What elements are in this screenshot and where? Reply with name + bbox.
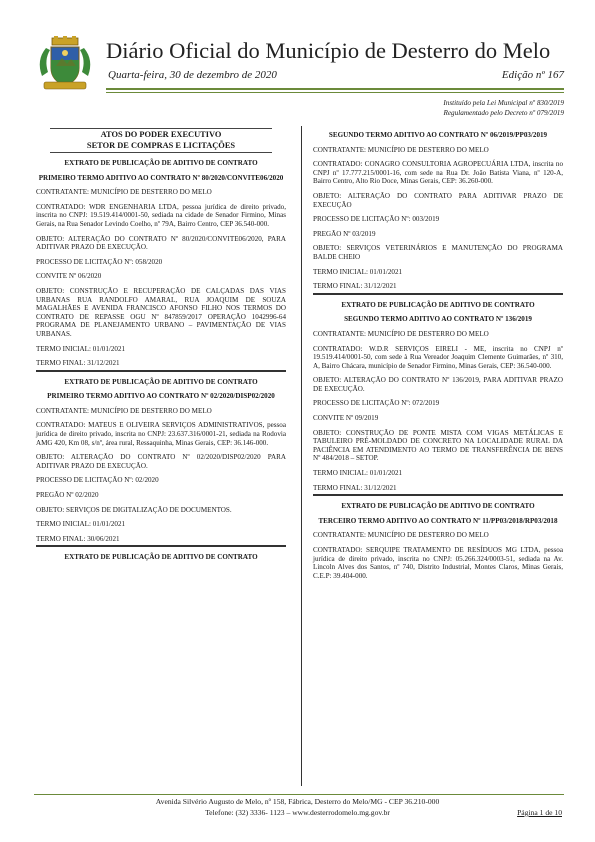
- object-description: OBJETO: CONSTRUÇÃO E RECUPERAÇÃO DE CALÇADAS DAS VIAS URBANAS RUA RANDOLFO AMARAL, RUA JOAQUIM DE SOUZA MAGALHÃES E AVENIDA FRANCISCO AFONSO FILHO NOS TERMOS DO CONTRATO DE REPASSE OGU Nº 847859/2017 OPERAÇÃO 1042996-64 PROGRAMA DE PLANEJAMENTO URBANO – PAVIMENTAÇÃO DE VIAS URBANAS.: [36, 286, 286, 338]
- section-title: ATOS DO PODER EXECUTIVO: [100, 130, 222, 139]
- start-term: TERMO INICIAL: 01/01/2021: [313, 267, 403, 276]
- contractor: CONTRATADO: CONAGRO CONSULTORIA AGROPECUÁRIA LTDA, inscrita no CNPJ nº 17.777.215/0001-16, com sede na Rua Dr. João Batista Viana, nº 120-A, Bairro Centro, Alto Rio Doce, Minas Gerais, CEP: 36.260-000.: [313, 160, 563, 186]
- contractor: CONTRATADO: MATEUS E OLIVEIRA SERVIÇOS ADMINISTRATIVOS, pessoa jurídica de direito privado, inscrita no CNPJ: 23.637.316/0001-21, sediada na Rodovia AMG 420, Km 08, s/nº, área rural, Ressaquinha, Minas Gerais, CEP: 36.146-000.: [36, 421, 286, 447]
- legal-law: Instituído pela Lei Municipal nº 830/2019: [443, 99, 564, 107]
- auction-number: PREGÃO Nº 02/2020: [36, 491, 99, 500]
- bidding-process: PROCESSO DE LICITAÇÃO Nº: 003/2019: [313, 215, 440, 224]
- municipal-coat-of-arms-icon: [34, 36, 96, 96]
- left-column: [36, 128, 286, 568]
- amendment-heading: SEGUNDO TERMO ADITIVO AO CONTRATO Nº 06/2019/PP03/2019: [328, 131, 548, 139]
- page-title: Diário Oficial do Município de Desterro do Melo: [106, 38, 551, 63]
- bidding-process: PROCESSO DE LICITAÇÃO Nº: 072/2019: [313, 399, 440, 408]
- contracting-party: CONTRATANTE: MUNICÍPIO DE DESTERRO DO MELO: [313, 329, 489, 338]
- issue-date: Quarta-feira, 30 de dezembro de 2020: [108, 69, 277, 81]
- footer-contact: Telefone: (32) 3336- 1123 – www.desterrodomelo.mg.gov.br: [205, 808, 390, 817]
- amendment-heading: TERCEIRO TERMO ADITIVO AO CONTRATO Nº 11/PP03/2018/RP03/2018: [318, 516, 558, 525]
- contracting-party: CONTRATANTE: MUNICÍPIO DE DESTERRO DO MELO: [313, 531, 489, 540]
- bidding-process: PROCESSO DE LICITAÇÃO Nº: 02/2020: [36, 476, 159, 485]
- end-term: TERMO FINAL: 31/12/2021: [313, 282, 397, 291]
- extract-heading: EXTRATO DE PUBLICAÇÃO DE ADITIVO DE CONTRATO: [341, 300, 535, 309]
- header-rule-thin: [106, 92, 564, 93]
- end-term: TERMO FINAL: 31/12/2021: [313, 483, 397, 492]
- section-subtitle: SETOR DE COMPRAS E LICITAÇÕES: [86, 140, 236, 150]
- amendment-heading: PRIMEIRO TERMO ADITIVO AO CONTRATO Nº 02/2020/DISP02/2020: [47, 392, 275, 401]
- section-banner: [50, 128, 272, 153]
- bidding-process: PROCESSO DE LICITAÇÃO Nº: 058/2020: [36, 257, 163, 266]
- invitation-number: CONVITE Nº 09/2019: [313, 414, 379, 423]
- legal-basis: [324, 98, 564, 118]
- separator: [36, 545, 286, 547]
- footer-rule: [34, 794, 564, 795]
- start-term: TERMO INICIAL: 01/01/2021: [313, 469, 403, 478]
- amendment-heading: SEGUNDO TERMO ADITIVO AO CONTRATO Nº 136/2019: [344, 315, 532, 324]
- separator: [36, 370, 286, 372]
- auction-number: PREGÃO Nº 03/2019: [313, 229, 376, 238]
- separator: [313, 293, 563, 295]
- right-column: [313, 131, 563, 586]
- column-divider: [301, 126, 302, 786]
- masthead: [34, 36, 564, 98]
- object: OBJETO: ALTERAÇÃO DO CONTRATO Nº 80/2020/CONVITE06/2020, PARA ADITIVAR PRAZO DE EXECUÇÃO.: [36, 234, 286, 252]
- object-description: OBJETO: SERVIÇOS DE DIGITALIZAÇÃO DE DOCUMENTOS.: [36, 505, 232, 514]
- object-description: OBJETO: SERVIÇOS VETERINÁRIOS E MANUTENÇÃO DO PROGRAMA BALDE CHEIO: [313, 244, 563, 261]
- extract-heading: EXTRATO DE PUBLICAÇÃO DE ADITIVO DE CONTRATO: [64, 377, 258, 386]
- contracting-party: CONTRATANTE: MUNICÍPIO DE DESTERRO DO MELO: [313, 145, 489, 154]
- extract-heading: EXTRATO DE PUBLICAÇÃO DE ADITIVO DE CONTRATO: [64, 159, 258, 167]
- start-term: TERMO INICIAL: 01/01/2021: [36, 520, 126, 529]
- header-rule: [106, 88, 564, 90]
- legal-decree: Regulamentado pelo Decreto nº 079/2019: [443, 109, 564, 117]
- invitation-number: CONVITE Nº 06/2020: [36, 272, 102, 281]
- amendment-heading: PRIMEIRO TERMO ADITIVO AO CONTRATO Nº 80/2020/CONVITE06/2020: [38, 173, 284, 182]
- extract-heading: EXTRATO DE PUBLICAÇÃO DE ADITIVO DE CONTRATO: [64, 553, 258, 562]
- footer-address: Avenida Silvério Augusto de Melo, nº 158, Fábrica, Desterro do Melo/MG - CEP 36.210-000: [155, 797, 440, 806]
- separator: [313, 494, 563, 496]
- contractor: CONTRATADO: W.D.R SERVIÇOS EIRELI - ME, inscrita no CNPJ nº 19.519.414/0001-50, com sede à Rua Vereador Joaquim Clemente Guimarães, nº 310, A, Bairro Chácara, município de Senador Firmino, Minas Gerais, CEP: 36.540-000.: [313, 344, 563, 370]
- object-description: OBJETO: CONSTRUÇÃO DE PONTE MISTA COM VIGAS METÁLICAS E TABULEIRO PRÉ-MOLDADO DE CONCRETO NA LOCALIDADE RURAL DA PACIÊNCIA EM ATENDIMENTO AO TERMO DE TRANSFERÊNCIA DE BENS Nº 484/2018 – SETOP.: [313, 428, 563, 463]
- object: OBJETO: ALTERAÇÃO DO CONTRATO PARA ADITIVAR PRAZO DE EXECUÇÃO: [313, 191, 563, 209]
- extract-heading: EXTRATO DE PUBLICAÇÃO DE ADITIVO DE CONTRATO: [341, 502, 535, 511]
- contractor: CONTRATADO: SERQUIPE TRATAMENTO DE RESÍDUOS MG LTDA, pessoa jurídica de direito privado, inscrita no CNPJ: 05.266.324/0003-51, sediada na Av. Lincoln Alves dos Santos, nº 740, Distrito Industrial, Montes Claros, Minas Gerais, C.E.P: 39.404-000.: [313, 546, 563, 580]
- edition-number: Edição nº 167: [501, 69, 564, 81]
- object: OBJETO: ALTERAÇÃO DO CONTRATO Nº 136/2019, PARA ADITIVAR PRAZO DE EXECUÇÃO.: [313, 376, 563, 393]
- contracting-party: CONTRATANTE: MUNICÍPIO DE DESTERRO DO MELO: [36, 406, 212, 415]
- end-term: TERMO FINAL: 31/12/2021: [36, 359, 120, 368]
- contracting-party: CONTRATANTE: MUNICÍPIO DE DESTERRO DO MELO: [36, 188, 212, 197]
- start-term: TERMO INICIAL: 01/01/2021: [36, 344, 126, 353]
- object: OBJETO: ALTERAÇÃO DO CONTRATO Nº 02/2020/DISP02/2020 PARA ADITIVAR PRAZO DE EXECUÇÃO.: [36, 453, 286, 470]
- end-term: TERMO FINAL: 30/06/2021: [36, 534, 120, 543]
- contractor: CONTRATADO: WDR ENGENHARIA LTDA, pessoa jurídica de direito privado, inscrita no CNPJ: 19.519.414/0001-50, sediada na cidade de Senador Firmino, Minas Gerais, na Rua Senador Levindo Coelho, nº 79A, Bairro Centro, CEP 36.540-000.: [36, 202, 286, 228]
- page-number: Página 1 de 10: [517, 808, 562, 817]
